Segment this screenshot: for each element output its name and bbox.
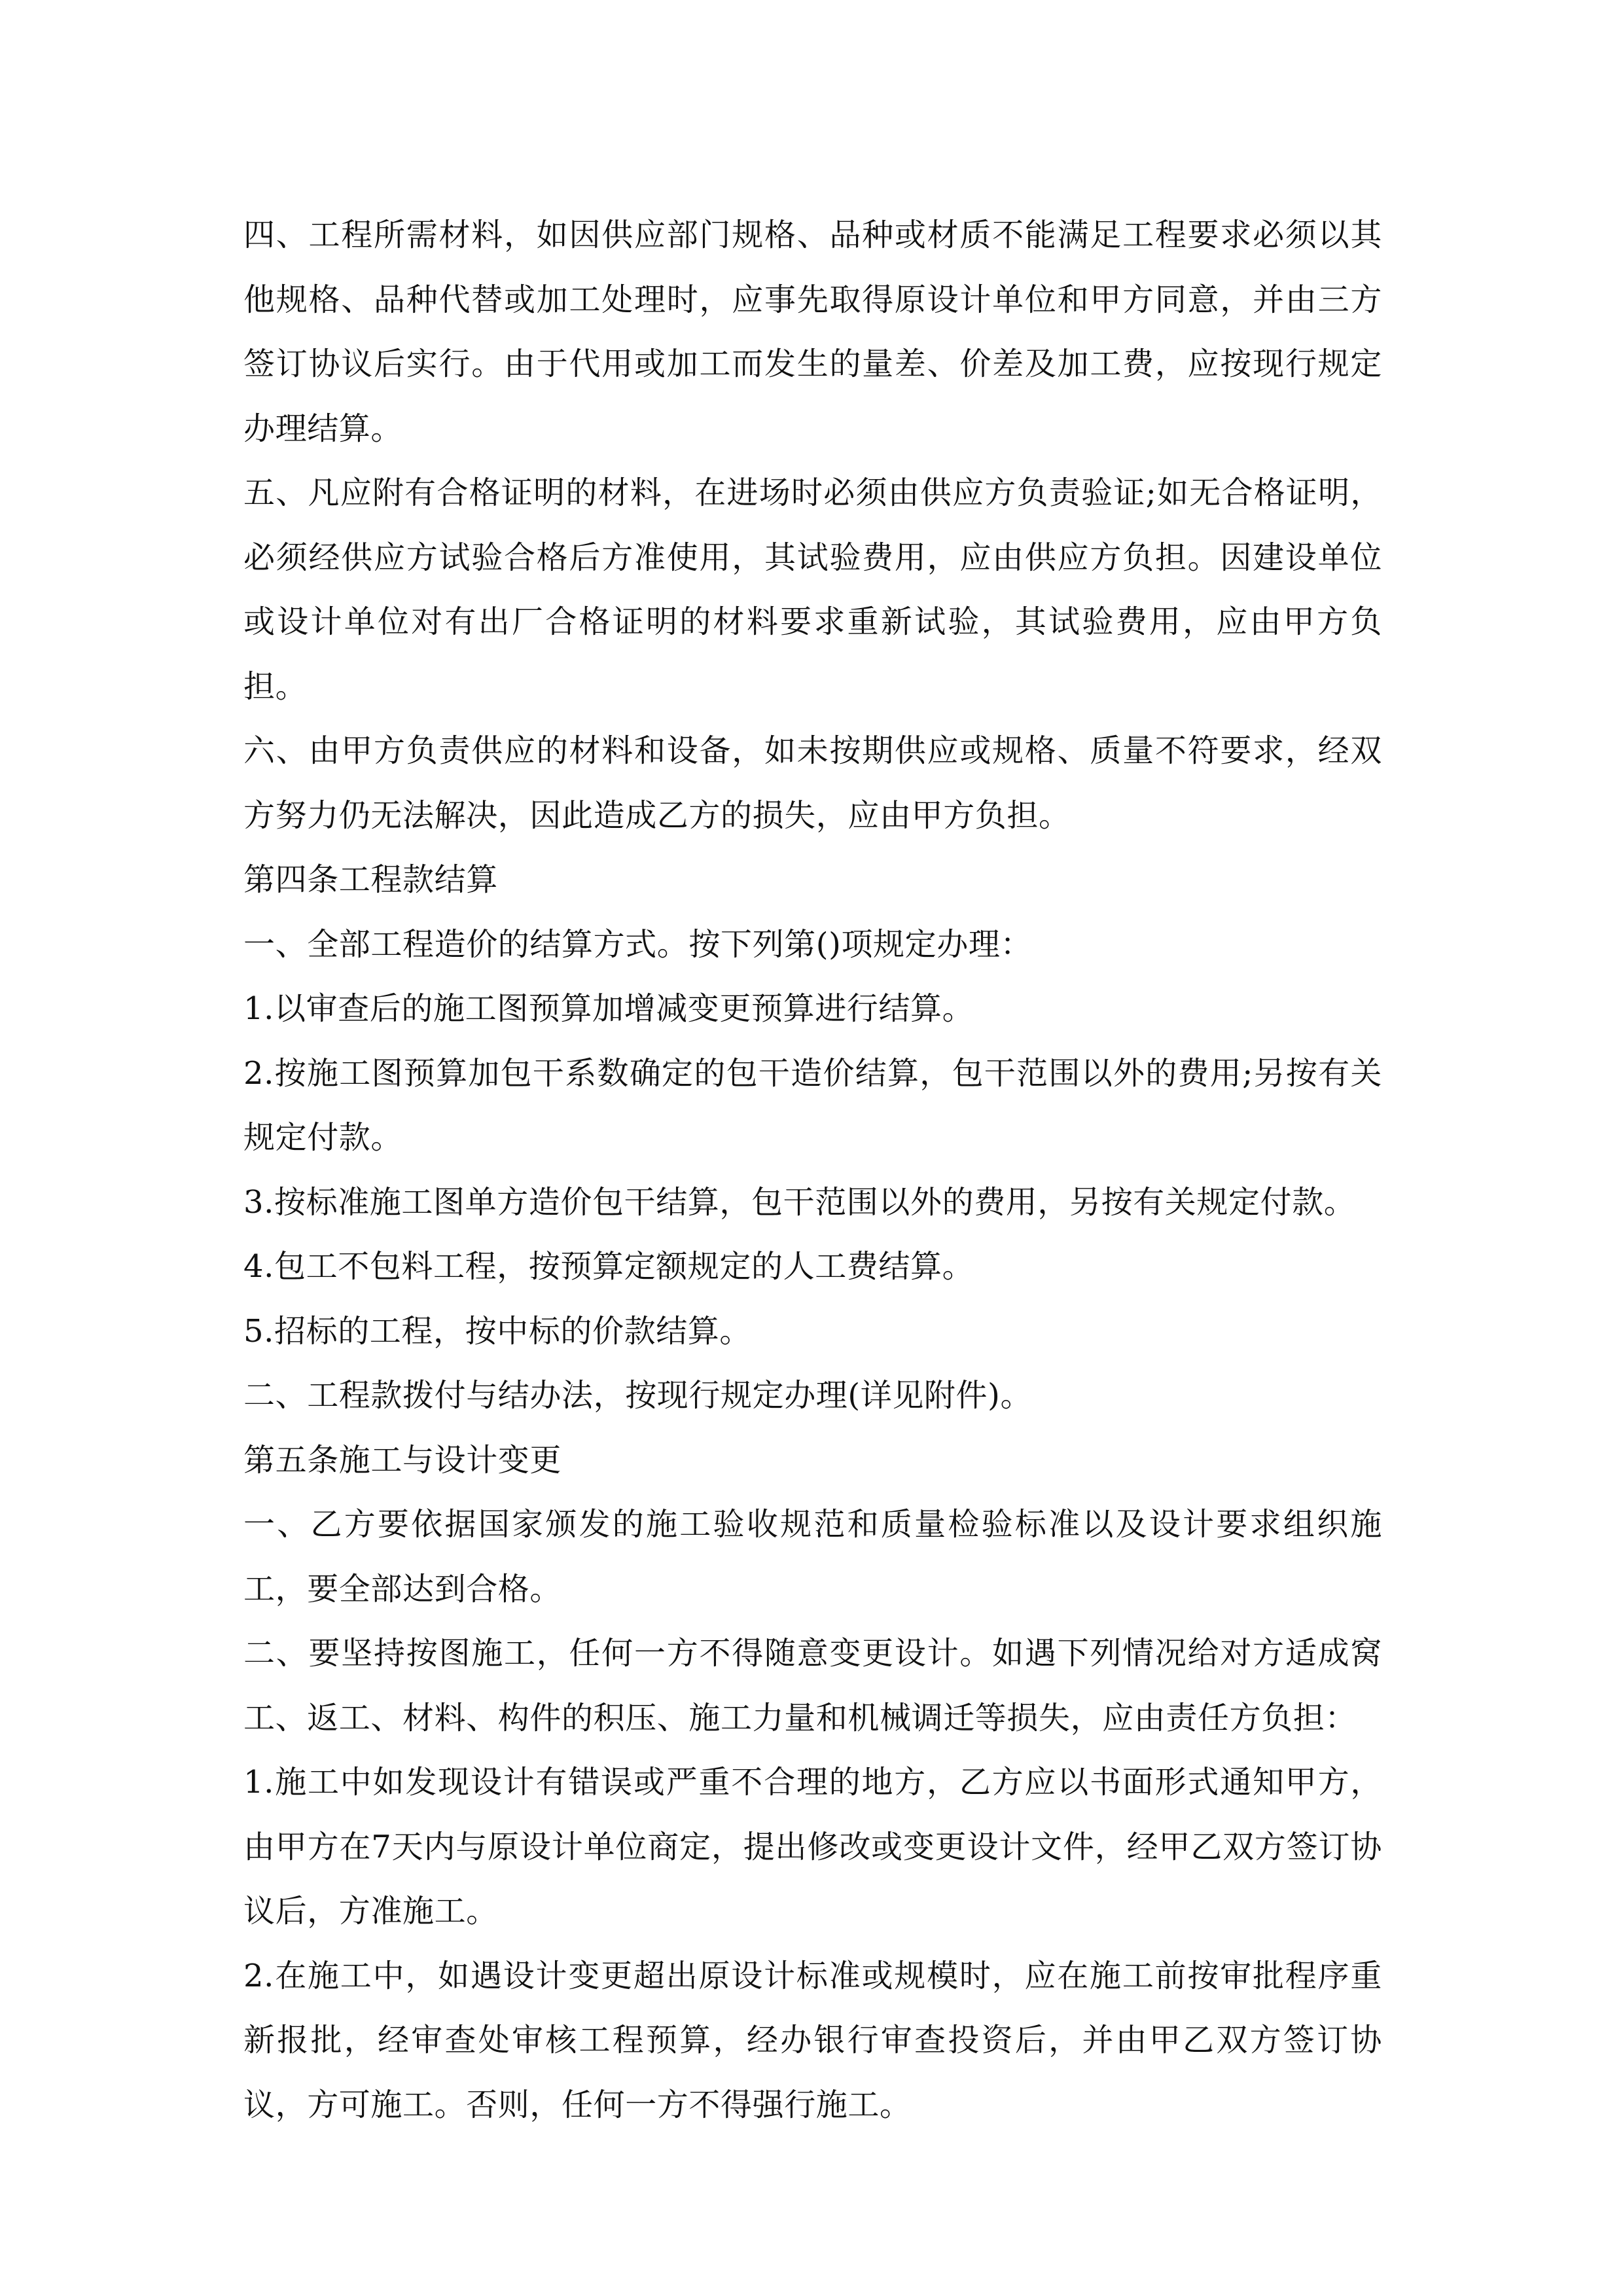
paragraph-payment-method: 二、工程款拨付与结办法，按现行规定办理(详见附件)。 [243,1377,1033,1414]
list-item-settlement-2: 2.按施工图预算加包干系数确定的包干造价结算，包干范围以外的费用;另按有关规定付款。 [243,1054,1382,1156]
paragraph-construction-standards: 一、乙方要依据国家颁发的施工验收规范和质量检验标准以及设计要求组织施工，要全部达到合格。 [243,1506,1382,1607]
document-body [243,203,1382,2137]
paragraph-materials-substitution: 四、工程所需材料，如因供应部门规格、品种或材质不能满足工程要求必须以其他规格、品种代替或加工处理时，应事先取得原设计单位和甲方同意，并由三方签订协议后实行。由于代用或加工而发生的量差、价差及加工费，应按现行规定办理结算。 [243,217,1382,447]
paragraph-supply-responsibility: 六、由甲方负责供应的材料和设备，如未按期供应或规格、质量不符要求，经双方努力仍无法解决，因此造成乙方的损失，应由甲方负担。 [243,732,1382,834]
section-heading-article-5: 第五条施工与设计变更 [243,1441,562,1479]
list-item-settlement-1: 1.以审查后的施工图预算加增减变更预算进行结算。 [243,990,974,1027]
list-item-design-change-1: 1.施工中如发现设计有错误或严重不合理的地方，乙方应以书面形式通知甲方，由甲方在7天内与原设计单位商定，提出修改或变更设计文件，经甲乙双方签订协议后，方准施工。 [243,1764,1382,1929]
list-item-design-change-2: 2.在施工中，如遇设计变更超出原设计标准或规模时，应在施工前按审批程序重新报批，经审查处审核工程预算，经办银行审查投资后，并由甲乙双方签订协议，方可施工。否则，任何一方不得强行施工。 [243,1957,1382,2123]
paragraph-settlement-method: 一、全部工程造价的结算方式。按下列第()项规定办理： [243,925,1033,963]
list-item-settlement-5: 5.招标的工程，按中标的价款结算。 [243,1312,751,1350]
list-item-settlement-4: 4.包工不包料工程，按预算定额规定的人工费结算。 [243,1248,974,1285]
list-item-settlement-3: 3.按标准施工图单方造价包干结算，包干范围以外的费用，另按有关规定付款。 [243,1183,1356,1221]
section-heading-article-4: 第四条工程款结算 [243,861,498,898]
paragraph-design-changes: 二、要坚持按图施工，任何一方不得随意变更设计。如遇下列情况给对方适成窝工、返工、材料、构件的积压、施工力量和机械调迁等损失，应由责任方负担： [243,1635,1382,1736]
paragraph-certification: 五、凡应附有合格证明的材料，在进场时必须由供应方负责验证;如无合格证明，必须经供应方试验合格后方准使用，其试验费用，应由供应方负担。因建设单位或设计单位对有出厂合格证明的材料要求重新试验，其试验费用，应由甲方负担。 [243,475,1382,705]
